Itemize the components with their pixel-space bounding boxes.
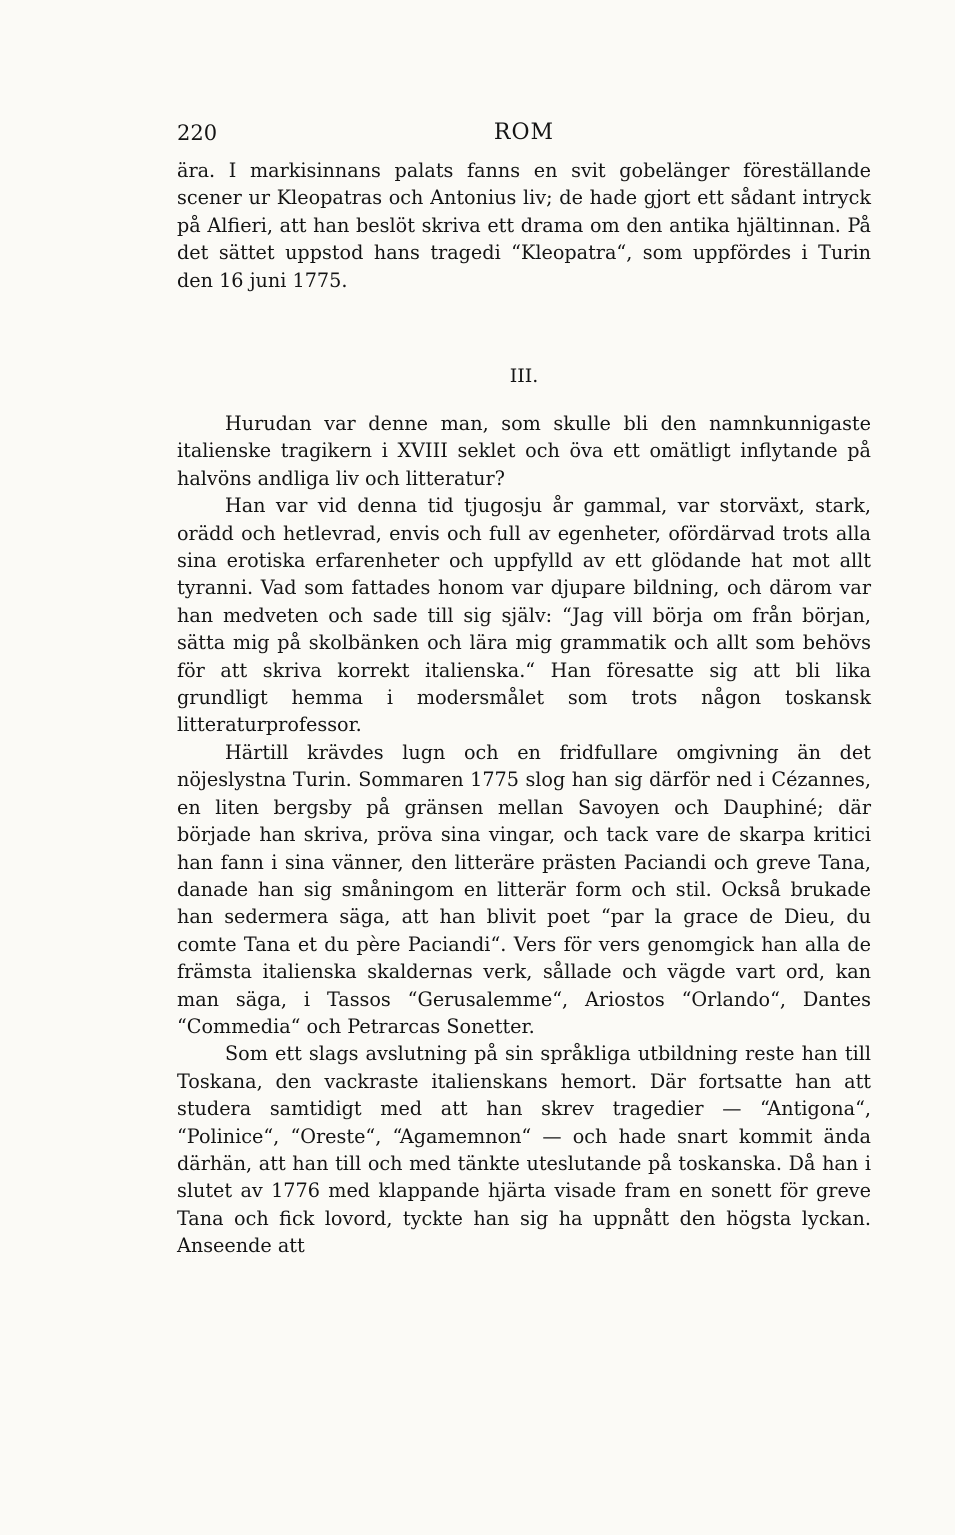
section-heading: III. (509, 365, 539, 387)
paragraph: Han var vid denna tid tjugosju år gammal, var storväxt, stark, orädd och hetlevrad, envis och full av egenheter, ofördärvad trots alla sina erotiska erfarenheter och uppfylld av ett glödande hat mot allt tyranni. Vad som fattades honom var djupare bildning, och därom var han medveten och sade till sig själv: “Jag vill börja om från början, sätta mig på skolbänken och lära mig grammatik och allt som behövs för att skriva korrekt italienska.“ Han föresatte sig att bli lika grundligt hemma i modersmålet som trots någon toskansk litteraturprofessor. (177, 494, 871, 737)
opening-text (177, 157, 871, 294)
paragraph: Härtill krävdes lugn och en fridfullare omgivning än det nöjeslystna Turin. Sommaren 1775 slog han sig därför ned i Cézannes, en liten bergsby på gränsen mellan Savoyen och Dauphiné; där började han skriva, pröva sina vingar, och tack vare de skarpa kritici han fann i sina vänner, den litteräre prästen Paciandi och greve Tana, danade han sig småningom en litterär form och stil. Också brukade han sedermera säga, att han blivit poet “par la grace de Dieu, du comte Tana et du père Paciandi“. Vers för vers genomgick han alla de främsta italienska skaldernas verk, sållade och vägde vart ord, kan man säga, i Tassos “Gerusalemme“, Ariostos “Orlando“, Dantes “Commedia“ och Petrarcas Sonetter. (177, 740, 871, 1038)
paragraph-continuation: ära. I markisinnans palats fanns en svit gobelänger föreställande scener ur Kleopatras och Antonius liv; de hade gjort ett sådant intryck på Alfieri, att han beslöt skriva ett drama om den antika hjältinnan. På det sättet uppstod hans tragedi “Kleopatra“, som uppfördes i Turin den 16 juni 1775. (177, 159, 871, 292)
running-title: ROM (493, 120, 555, 145)
body-text (177, 410, 871, 1260)
paragraph: Hurudan var denne man, som skulle bli den namnkunnigaste italienske tragikern i XVIII seklet och öva ett omätligt inflytande på halvöns andliga liv och litteratur? (177, 412, 871, 490)
page-number: 220 (177, 121, 218, 145)
paragraph: Som ett slags avslutning på sin språkliga utbildning reste han till Toskana, den vackraste italienskans hemort. Där fortsatte han att studera samtidigt med att han skrev tragedier — “Antigona“, “Polinice“, “Oreste“, “Agamemnon“ — och hade snart kommit ända därhän, att han till och med tänkte uteslutande på toskanska. Då han i slutet av 1776 med klappande hjärta visade fram en sonett för greve Tana och fick lovord, tyckte han sig ha uppnått den högsta lyckan. Anseende att (177, 1042, 871, 1258)
page-header (177, 118, 871, 148)
